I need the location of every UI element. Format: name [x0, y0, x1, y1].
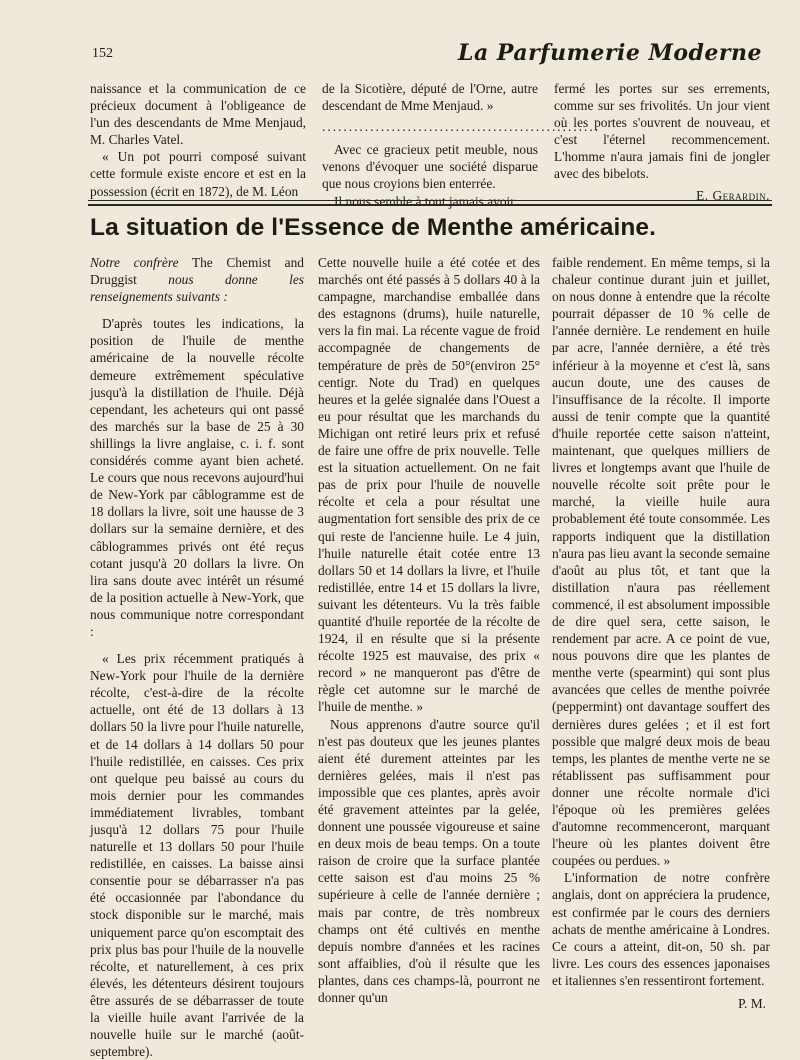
paragraph: Avec ce gracieux petit meuble, nous venons d'évoquer une société disparue que nous croyions bien enterrée.	[322, 142, 538, 192]
paragraph: « Les prix récemment pratiqués à New-York pour l'huile de la dernière récolte, c'est-à-dire de la récolte actuelle, ont été de 13 dollars à 13 dollars 50 la livre pour l'huile naturelle, et de 14 dollars à 14 dollars 50 pour l'huile redistillée, en caisses. Ces prix ont quelque peu baissé au cours du mois dernier pour les commandes immédiatement livrables, tombant jusqu'à 12 dollars 75 pour l'huile naturelle et 13 dollars 50 pour l'huile redistillée, en caisses. La baisse ainsi consentie pour se débarrasser n'a pas été occasionnée par l'abondance du stock disponible sur le marché, mais uniquement parce qu'on escomptait des prix plus bas pour l'huile de la nouvelle récolte, et naturellement, à ces prix élevés, les détenteurs désirent toujours être assurés de se débarrasser de toute la vieille huile avant l'arrivée de la nouvelle huile sur le marché (août-septembre).	[90, 651, 304, 1060]
article-column-3	[552, 254, 770, 1012]
author-signature: P. M.	[738, 996, 766, 1012]
running-head: La Parfumerie Moderne	[457, 40, 762, 66]
page-number: 152	[92, 46, 113, 61]
paragraph: L'information de notre confrère anglais, dont on appréciera la prudence, est confirmée par le cours des derniers achats de menthe américaine à Londres. Ce cours a atteint, dit-on, 50 sh. par livre. Les cours des essences japonaises et italiennes s'en ressentiront fortement.	[552, 870, 770, 988]
article-column-2	[318, 254, 540, 1006]
section-divider	[88, 204, 772, 206]
top-article-column-3	[554, 80, 770, 204]
paragraph: Nous apprenons d'autre source qu'il n'est pas douteux que les jeunes plantes aient été durement atteintes par les dernières gelées, mais il n'est pas impossible que ces plantes, après avoir été gravement atteintes par la gelée, donnent une poussée vigoureuse et saine en deux mois de beau temps. On a toute raison de croire que la surface plantée cette saison est d'au moins 25 % supérieure à celle de l'année dernière ; mais par contre, de très nombreux champs ont été cultivés en menthe depuis nombre d'années et les racines sont affaiblies, d'où il résulte que les plantes, dans ces champs-là, pourront ne donner qu'un	[318, 716, 540, 1006]
paragraph: Cette nouvelle huile a été cotée et des marchés ont été passés à 5 dollars 40 à la campagne, marchandise emballée dans des estagnons (drums), huile naturelle, vers la fin mai. La récente vague de froid accompagnée de changements de température de près de 50°(environ 25° centigr. Note du Trad) en quelques heures et la gelée signalée dans l'Ouest a eu pour résultat que les marchands du Michigan ont retiré leurs prix et refusé de faire une offre de prix nouvelle. Telle est la situation actuellement. On ne fait pas de prix pour l'huile de nouvelle récolte et cela a pour résultat une augmentation fort sensible des prix de ce qui reste de l'ancienne huile. Le 4 juin, l'huile naturelle était cotée entre 13 dollars 50 et 14 dollars la livre, et l'huile redistillée, entre 14 et 15 dollars la livre, suivant les détenteurs. Vu la très faible quantité d'huile reportée de la récolte de 1924, il en résulte que si la présente récolte 1925 est mauvaise, des prix « record » ne manqueront pas d'être de règle cet automne sur le marché de l'huile de menthe. »	[318, 255, 540, 715]
top-article-column-2	[322, 80, 601, 210]
paragraph: de la Sicotière, député de l'Orne, autre descendant de Mme Menjaud. »	[322, 81, 538, 114]
top-article-column-1	[90, 80, 306, 200]
ellipsis-divider: ....................................................	[322, 119, 601, 135]
author-signature: E. Gerardin.	[696, 187, 770, 203]
article-intro	[90, 254, 304, 305]
paragraph: fermé les portes sur ses errements, comme sur ses frivolités. Un jour vient où les portes s'ouvrent de nouveau, et c'est l'éternel recommencement. L'homme n'aura jamais fini de jongler avec des bibelots.	[554, 81, 770, 182]
intro-italic-text: nous donne les renseignements suivants :	[90, 272, 304, 305]
article-column-1	[90, 254, 304, 1060]
paragraph: naissance et la communication de ce précieux document à l'obligeance de l'un des descendants de Mme Menjaud, M. Charles Vatel.	[90, 81, 306, 148]
paragraph: faible rendement. En même temps, si la chaleur continue durant juin et juillet, on nous donne à entendre que la récolte pourrait dépasser de 10 % celle de l'année dernière. Le rendement en huile par acre, l'année dernière, a été très inférieur à la moyenne et c'est là, sans aucun doute, une des causes de l'insuffisance de la récolte. Il importe aussi de tenir compte que la quantité d'huile reportée cette saison n'atteint, maintenant, que quelques milliers de livres et longtemps avant que l'huile de nouvelle récolte soit prête pour le marché, la vieille huile aura probablement été toute consommée. Les rapports indiquent que la distillation n'aura pas lieu avant la seconde semaine d'août au plus tôt, et tant que la distillation n'aura pas réellement commencé, il est absolument impossible de dire quel sera, cette saison, le rendement par acre. A ce point de vue, nous pouvons dire que les plantes de menthe verte (spearmint) qui sont plus avancées que celles de menthe poivrée (peppermint) ont davantage souffert des dernières dures gelées ; et il est fort possible que malgré deux mois de beau temps, les plantes de menthe verte ne se rétablissent pas suffisamment pour donner une récolte normale d'ici l'époque où les premières gelées d'automne recommenceront, marquant l'heure où les plantes doivent être coupées ou perdues. »	[552, 255, 770, 869]
intro-italic-text: Notre confrère	[90, 255, 179, 270]
article-title: La situation de l'Essence de Menthe américaine.	[90, 214, 657, 241]
paragraph: Il nous semble à tout jamais avoir	[334, 193, 515, 209]
section-divider	[88, 200, 772, 201]
paragraph: « Un pot pourri composé suivant cette formule existe encore et est en la possession (écrit en 1872), de M. Léon	[90, 149, 306, 199]
paragraph: D'après toutes les indications, la position de l'huile de menthe américaine de la nouvelle récolte demeure extrêmement spéculative jusqu'à la distillation de l'huile. Déjà cependant, les acheteurs qui ont passé des marchés sur la base de 25 à 30 shillings la livre anglaise, c. i. f. sont considérés comme ayant bien acheté. Le cours que nous recevons aujourd'hui de New-York par câblogramme est de 18 dollars la livre, soit une hausse de 3 dollars sur la semaine dernière, et des câblogrammes privés ont été reçus cotant jusqu'à 20 dollars la livre. On lira sans doute avec intérêt un résumé de la position actuelle à New-York, que nous communique notre correspondant :	[90, 316, 304, 639]
journal-name: The Chemist and Druggist	[90, 255, 304, 288]
